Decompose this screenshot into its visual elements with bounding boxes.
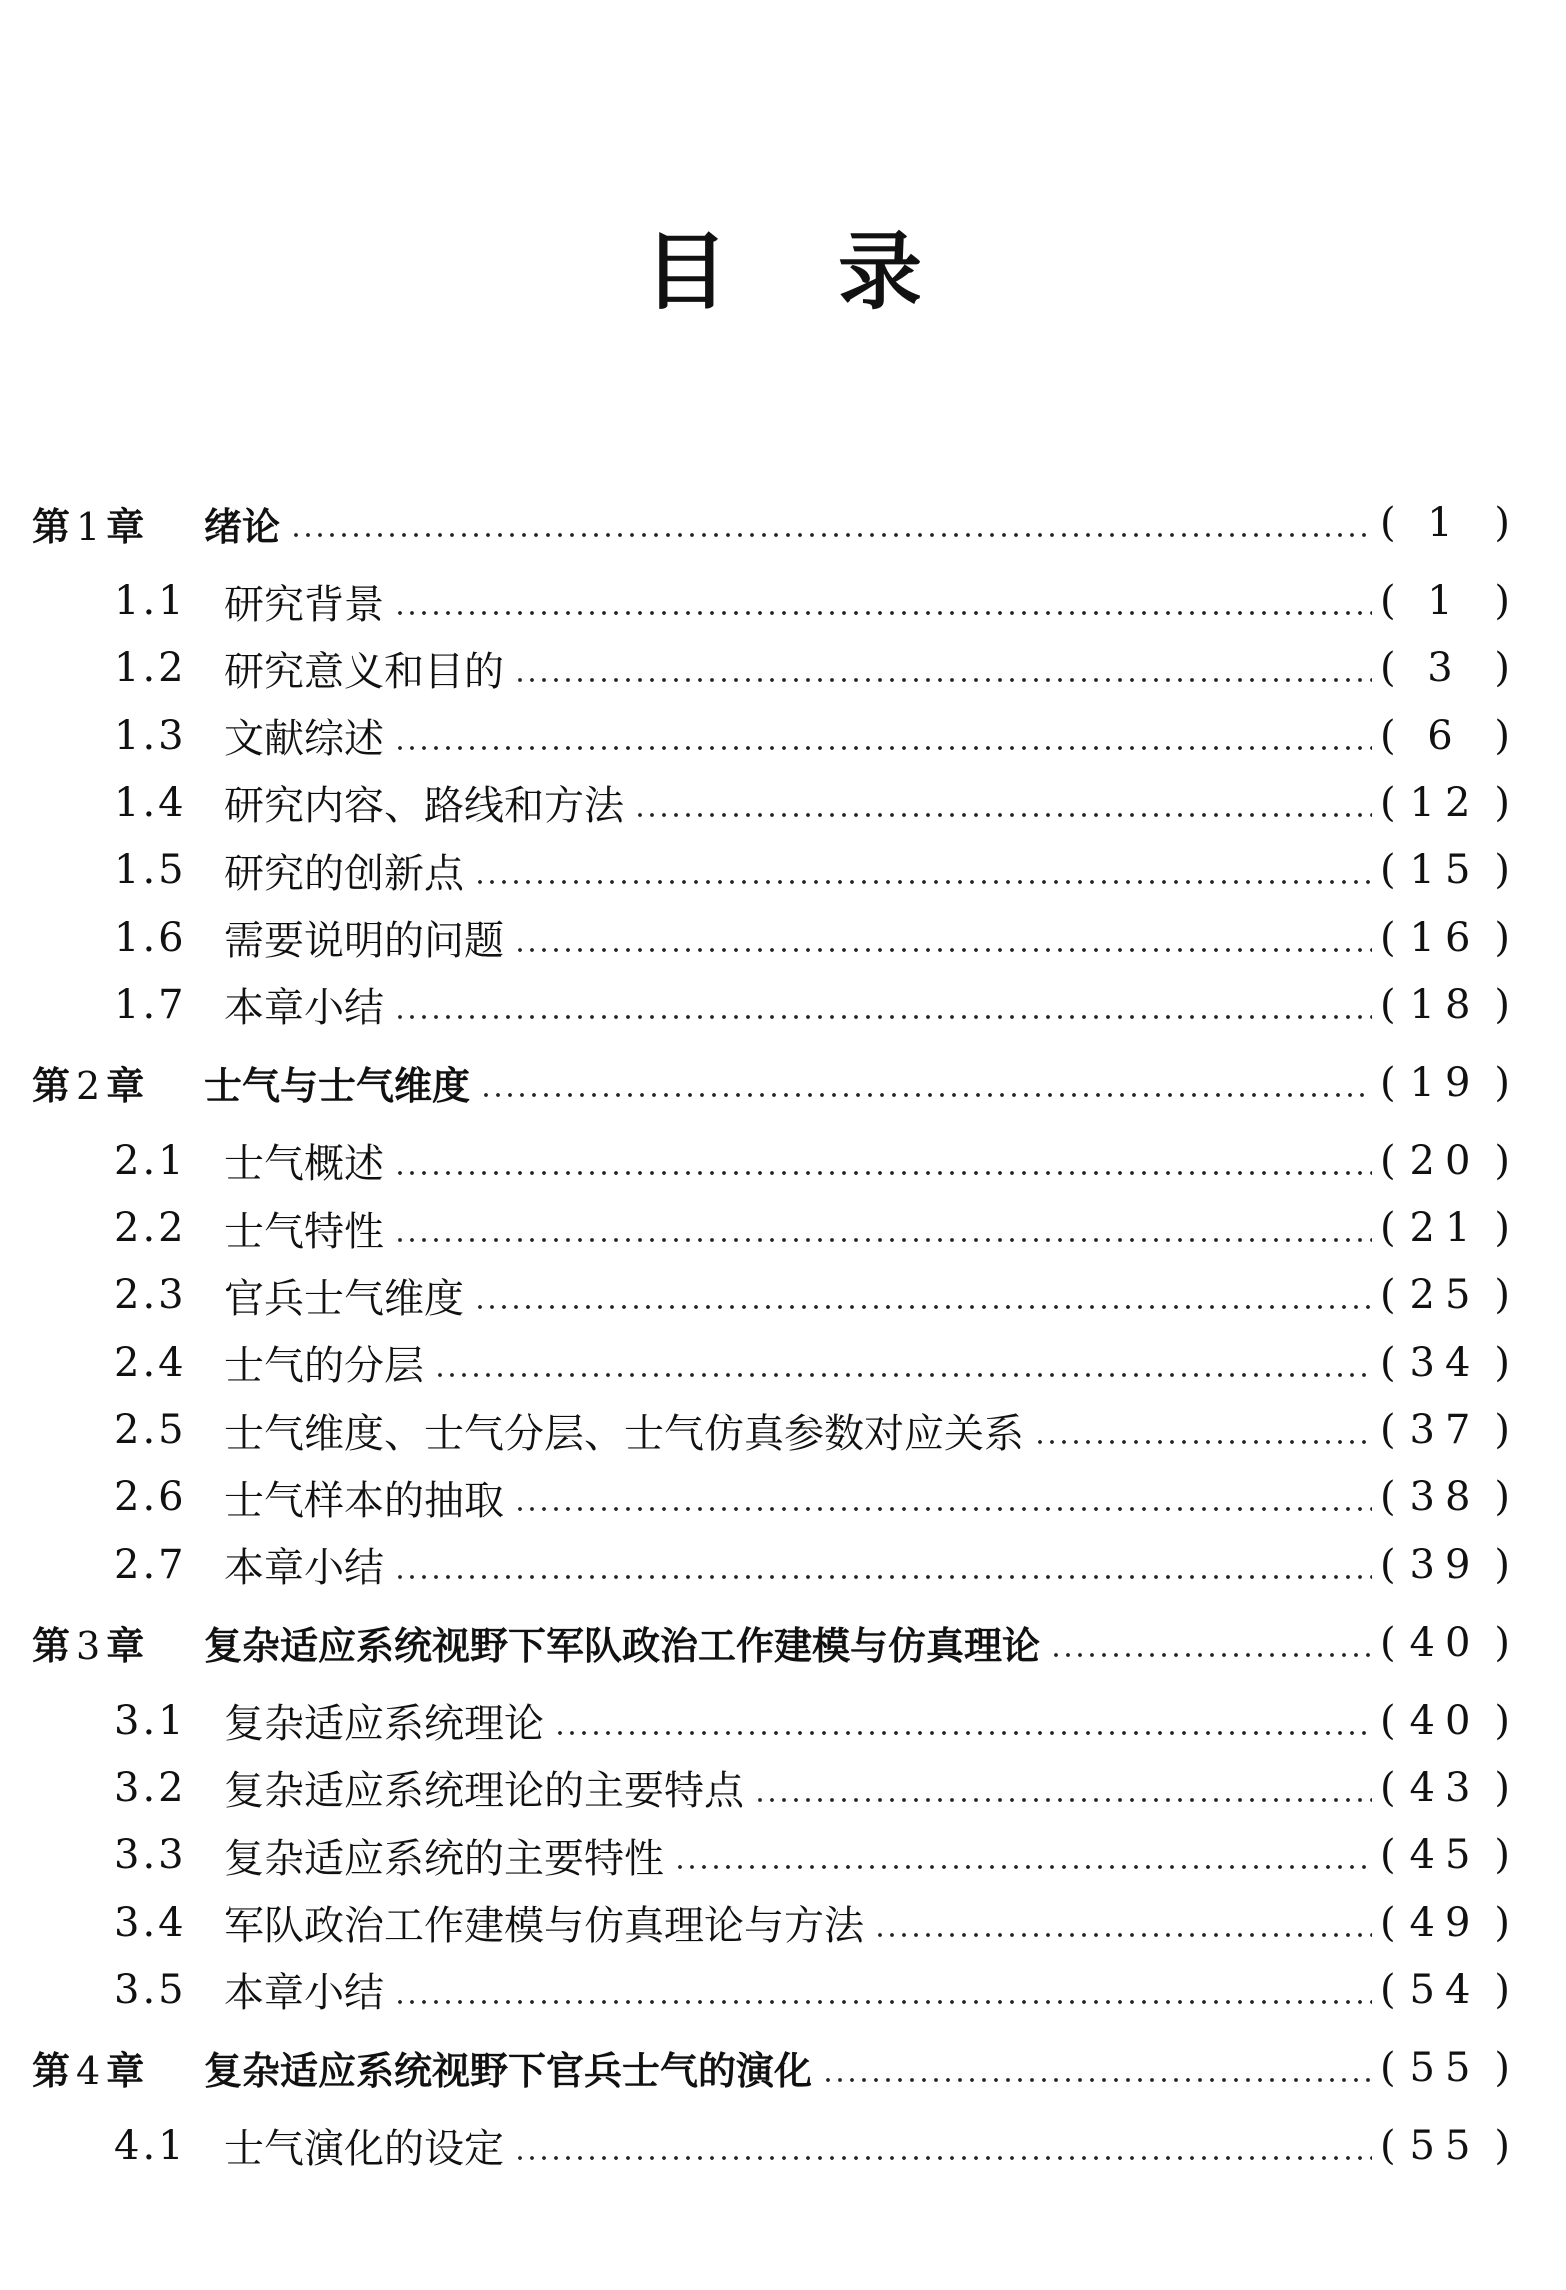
page-close-paren: ) xyxy=(1494,1764,1510,1811)
page-close-paren: ) xyxy=(1494,578,1510,624)
toc-section-entry xyxy=(0,977,1510,1033)
page-close-paren: ) xyxy=(1494,981,1510,1028)
entry-title: 复杂适应系统视野下军队政治工作建模与仿真理论 xyxy=(204,1624,1041,1669)
entry-page-number xyxy=(1380,1765,1510,1811)
entry-page-number xyxy=(1380,1272,1510,1318)
page-number-value: 49 xyxy=(1409,1899,1481,1946)
entry-title: 绪论 xyxy=(204,504,281,549)
entry-title: 研究的创新点 xyxy=(224,850,464,897)
entry-page-number xyxy=(1380,1542,1510,1588)
dot-leader xyxy=(514,2118,1372,2174)
page-number-value: 39 xyxy=(1409,1541,1481,1588)
toc-section-entry xyxy=(0,1895,1510,1951)
entry-page-number xyxy=(1380,847,1510,893)
page-title: 目录 xyxy=(643,223,1032,321)
entry-title: 复杂适应系统理论的主要特点 xyxy=(224,1768,744,1815)
entry-number: 2.2 xyxy=(114,1205,187,1252)
page-open-paren: ( xyxy=(1380,1697,1396,1744)
entry-number: 1.2 xyxy=(114,645,187,692)
toc-section-entry xyxy=(0,708,1510,764)
entry-number: 1.5 xyxy=(114,847,187,894)
page-open-paren: ( xyxy=(1380,500,1396,546)
page-open-paren: ( xyxy=(1380,2044,1396,2091)
entry-title: 官兵士气维度 xyxy=(224,1275,464,1322)
entry-page-number xyxy=(1380,2045,1510,2091)
toc-section-entry xyxy=(0,1760,1510,1816)
chapter-prefix: 第 xyxy=(32,504,71,549)
chapter-number: 4 xyxy=(76,2049,101,2094)
page-open-paren: ( xyxy=(1380,712,1396,759)
page-open-paren: ( xyxy=(1380,914,1396,961)
entry-title: 研究内容、路线和方法 xyxy=(224,783,624,830)
entry-page-number xyxy=(1380,1832,1510,1878)
entry-number: 2.7 xyxy=(114,1541,187,1588)
page-open-paren: ( xyxy=(1380,578,1396,624)
entry-page-number xyxy=(1380,578,1510,624)
page-close-paren: ) xyxy=(1494,1899,1510,1946)
entry-number xyxy=(32,1615,204,1670)
toc-section-entry xyxy=(0,1133,1510,1189)
toc-section-entry xyxy=(0,1962,1510,2018)
toc-section-entry xyxy=(0,775,1510,831)
page-close-paren: ) xyxy=(1494,1339,1510,1386)
toc-section-entry xyxy=(0,1335,1510,1391)
dot-leader xyxy=(474,1267,1372,1323)
entry-page-number xyxy=(1380,1698,1510,1744)
page-number-value: 1 xyxy=(1427,578,1463,624)
entry-title: 复杂适应系统的主要特性 xyxy=(224,1835,664,1882)
toc-section-entry xyxy=(0,842,1510,898)
page-open-paren: ( xyxy=(1380,1339,1396,1386)
dot-leader xyxy=(394,1133,1372,1189)
toc-chapter-entry xyxy=(0,1055,1510,1111)
page-open-paren: ( xyxy=(1380,1764,1396,1811)
toc-section-entry xyxy=(0,1693,1510,1749)
toc-section-entry xyxy=(0,640,1510,696)
entry-number: 2.1 xyxy=(114,1137,187,1184)
entry-page-number xyxy=(1380,915,1510,961)
page-close-paren: ) xyxy=(1494,1832,1510,1879)
toc-section-entry xyxy=(0,1402,1510,1458)
entry-number: 1.6 xyxy=(114,914,187,961)
entry-title: 研究意义和目的 xyxy=(224,648,504,695)
page-number-value: 6 xyxy=(1427,712,1463,759)
page-number-value: 12 xyxy=(1409,779,1481,826)
entry-page-number xyxy=(1380,1340,1510,1386)
chapter-suffix: 章 xyxy=(106,1064,145,1109)
page-close-paren: ) xyxy=(1494,2044,1510,2091)
page-open-paren: ( xyxy=(1380,1541,1396,1588)
page-number-value: 1 xyxy=(1427,500,1463,546)
dot-leader xyxy=(514,910,1372,966)
entry-title: 本章小结 xyxy=(224,1545,384,1592)
page-close-paren: ) xyxy=(1494,779,1510,826)
dot-leader xyxy=(674,1827,1372,1883)
entry-page-number xyxy=(1380,2123,1510,2169)
dot-leader xyxy=(394,573,1372,629)
dot-leader xyxy=(394,1200,1372,1256)
page-open-paren: ( xyxy=(1380,1407,1396,1453)
toc-section-entry xyxy=(0,2118,1510,2174)
toc-chapter-entry xyxy=(0,2040,1510,2096)
entry-number: 1.3 xyxy=(114,712,187,759)
page-open-paren: ( xyxy=(1380,2122,1396,2169)
entry-number: 2.3 xyxy=(114,1272,187,1319)
toc-section-entry xyxy=(0,910,1510,966)
dot-leader xyxy=(394,708,1372,764)
dot-leader xyxy=(394,1962,1372,2018)
page-open-paren: ( xyxy=(1380,1474,1396,1521)
page-close-paren: ) xyxy=(1494,1407,1510,1453)
chapter-number: 2 xyxy=(76,1064,101,1109)
page-number-value: 45 xyxy=(1409,1832,1481,1879)
page-open-paren: ( xyxy=(1380,847,1396,894)
chapter-prefix: 第 xyxy=(32,1624,71,1669)
toc-chapter-entry xyxy=(0,1615,1510,1671)
page-number-value: 3 xyxy=(1427,645,1463,692)
page-number-value: 40 xyxy=(1409,1619,1481,1666)
dot-leader xyxy=(434,1335,1372,1391)
entry-title: 士气样本的抽取 xyxy=(224,1477,504,1524)
page-open-paren: ( xyxy=(1380,1966,1396,2013)
entry-number: 3.4 xyxy=(114,1899,187,1946)
entry-title: 军队政治工作建模与仿真理论与方法 xyxy=(224,1903,864,1949)
page-number-value: 43 xyxy=(1409,1764,1481,1811)
entry-page-number xyxy=(1380,982,1510,1028)
entry-title: 需要说明的问题 xyxy=(224,918,504,964)
page-number-value: 16 xyxy=(1409,914,1481,961)
page-open-paren: ( xyxy=(1380,1272,1396,1319)
chapter-number: 3 xyxy=(76,1624,101,1669)
page-open-paren: ( xyxy=(1380,1059,1396,1106)
page-close-paren: ) xyxy=(1494,500,1510,546)
page-open-paren: ( xyxy=(1380,981,1396,1028)
entry-number: 2.5 xyxy=(114,1407,187,1453)
toc-section-entry xyxy=(0,1469,1510,1525)
page-close-paren: ) xyxy=(1494,645,1510,692)
chapter-suffix: 章 xyxy=(106,1624,145,1669)
entry-title: 研究背景 xyxy=(224,581,384,628)
entry-page-number xyxy=(1380,1060,1510,1106)
entry-title: 本章小结 xyxy=(224,985,384,1032)
chapter-suffix: 章 xyxy=(106,504,145,549)
toc-section-entry xyxy=(0,1537,1510,1593)
entry-number: 2.6 xyxy=(114,1474,187,1521)
entry-page-number xyxy=(1380,780,1510,826)
dot-leader xyxy=(634,775,1372,831)
entry-page-number xyxy=(1380,713,1510,759)
page-number-value: 21 xyxy=(1409,1205,1481,1252)
entry-title: 士气的分层 xyxy=(224,1343,424,1390)
entry-title: 士气维度、士气分层、士气仿真参数对应关系 xyxy=(224,1410,1024,1457)
page-number-value: 38 xyxy=(1409,1474,1481,1521)
entry-title: 士气特性 xyxy=(224,1208,384,1255)
entry-title: 本章小结 xyxy=(224,1970,384,2017)
page-close-paren: ) xyxy=(1494,2122,1510,2169)
chapter-prefix: 第 xyxy=(32,1064,71,1109)
page-close-paren: ) xyxy=(1494,1966,1510,2013)
page-close-paren: ) xyxy=(1494,1697,1510,1744)
entry-number: 3.3 xyxy=(114,1832,187,1879)
entry-title: 复杂适应系统理论 xyxy=(224,1701,544,1748)
toc-section-entry xyxy=(0,1267,1510,1323)
dot-leader xyxy=(290,495,1372,551)
entry-page-number xyxy=(1380,1967,1510,2013)
entry-page-number xyxy=(1380,1138,1510,1184)
entry-title: 复杂适应系统视野下官兵士气的演化 xyxy=(204,2049,813,2094)
page-close-paren: ) xyxy=(1494,1272,1510,1319)
page-number-value: 18 xyxy=(1409,981,1481,1028)
dot-leader xyxy=(514,640,1372,696)
dot-leader xyxy=(822,2040,1372,2096)
toc-section-entry xyxy=(0,1200,1510,1256)
entry-number: 2.4 xyxy=(114,1339,187,1386)
page-close-paren: ) xyxy=(1494,1137,1510,1184)
entry-title: 士气演化的设定 xyxy=(224,2126,504,2173)
toc-section-entry xyxy=(0,573,1510,629)
dot-leader xyxy=(874,1895,1372,1951)
dot-leader xyxy=(754,1760,1372,1816)
dot-leader xyxy=(474,842,1372,898)
toc-chapter-entry xyxy=(0,495,1510,551)
page-open-paren: ( xyxy=(1380,1832,1396,1879)
page-open-paren: ( xyxy=(1380,1619,1396,1666)
entry-number: 1.4 xyxy=(114,779,187,826)
dot-leader xyxy=(1050,1615,1372,1671)
entry-number: 3.1 xyxy=(114,1697,187,1744)
dot-leader xyxy=(554,1693,1372,1749)
entry-page-number xyxy=(1380,1620,1510,1666)
toc-section-entry xyxy=(0,1827,1510,1883)
page-open-paren: ( xyxy=(1380,779,1396,826)
entry-number: 1.7 xyxy=(114,981,187,1028)
page-number-value: 40 xyxy=(1409,1697,1481,1744)
entry-page-number xyxy=(1380,1900,1510,1946)
entry-title: 文献综述 xyxy=(224,716,384,763)
entry-page-number xyxy=(1380,645,1510,691)
page-close-paren: ) xyxy=(1494,1541,1510,1588)
page-close-paren: ) xyxy=(1494,1619,1510,1666)
entry-number: 3.5 xyxy=(114,1966,187,2013)
dot-leader xyxy=(514,1469,1372,1525)
entry-number xyxy=(32,1055,204,1110)
page-number-value: 55 xyxy=(1409,2122,1481,2169)
dot-leader xyxy=(394,977,1372,1033)
page-close-paren: ) xyxy=(1494,847,1510,894)
entry-page-number xyxy=(1380,500,1510,546)
page-close-paren: ) xyxy=(1494,712,1510,759)
chapter-prefix: 第 xyxy=(32,2049,71,2094)
page-number-value: 55 xyxy=(1409,2044,1481,2091)
page-close-paren: ) xyxy=(1494,1205,1510,1252)
entry-number: 1.1 xyxy=(114,578,187,624)
page-number-value: 37 xyxy=(1409,1407,1481,1453)
page-number-value: 20 xyxy=(1409,1137,1481,1184)
entry-title: 士气与士气维度 xyxy=(204,1064,471,1109)
page-open-paren: ( xyxy=(1380,1205,1396,1252)
page-number-value: 25 xyxy=(1409,1272,1481,1319)
page-close-paren: ) xyxy=(1494,914,1510,961)
page-number-value: 19 xyxy=(1409,1059,1481,1106)
entry-number: 3.2 xyxy=(114,1764,187,1811)
entry-number xyxy=(32,2040,204,2095)
chapter-suffix: 章 xyxy=(106,2049,145,2094)
page-number-value: 15 xyxy=(1409,847,1481,894)
page-number-value: 54 xyxy=(1409,1966,1481,2013)
entry-title: 士气概述 xyxy=(224,1141,384,1188)
dot-leader xyxy=(394,1537,1372,1593)
page-close-paren: ) xyxy=(1494,1474,1510,1521)
page-open-paren: ( xyxy=(1380,645,1396,692)
entry-page-number xyxy=(1380,1474,1510,1520)
page-open-paren: ( xyxy=(1380,1899,1396,1946)
entry-number xyxy=(32,496,204,551)
dot-leader xyxy=(480,1055,1372,1111)
page-number-value: 34 xyxy=(1409,1339,1481,1386)
entry-page-number xyxy=(1380,1205,1510,1251)
entry-page-number xyxy=(1380,1407,1510,1453)
page-close-paren: ) xyxy=(1494,1059,1510,1106)
page-open-paren: ( xyxy=(1380,1137,1396,1184)
dot-leader xyxy=(1034,1402,1372,1458)
chapter-number: 1 xyxy=(76,504,101,549)
entry-number: 4.1 xyxy=(114,2122,187,2169)
